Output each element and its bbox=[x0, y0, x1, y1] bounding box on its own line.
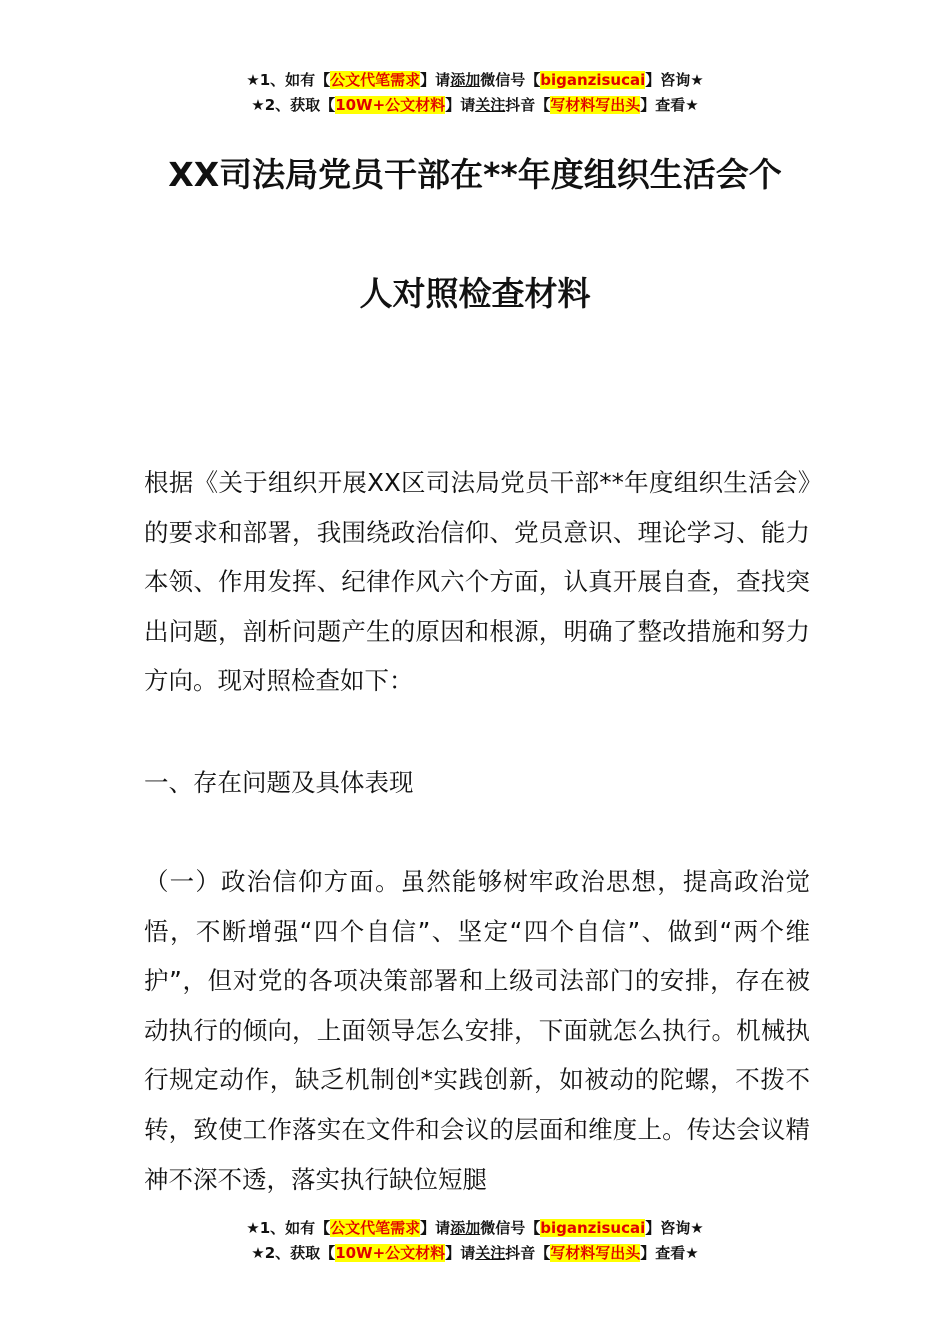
promo-line-1: ★1、如有【公文代笔需求】请添加微信号【biganzisucai】咨询★ bbox=[246, 71, 704, 89]
document-title-line-1: XX司法局党员干部在**年度组织生活会个 bbox=[168, 155, 782, 194]
promo-line-2: ★2、获取【10W+公文材料】请关注抖音【写材料写出头】查看★ bbox=[251, 96, 699, 114]
document-title-line-2: 人对照检查材料 bbox=[359, 274, 591, 313]
promo-banner-top bbox=[0, 68, 950, 118]
underline-add: 添加 bbox=[450, 71, 481, 89]
highlight-service: 公文代笔需求 bbox=[330, 1219, 421, 1237]
promo-line-1: ★1、如有【公文代笔需求】请添加微信号【biganzisucai】咨询★ bbox=[246, 1219, 704, 1237]
promo-banner-bottom bbox=[0, 1216, 950, 1266]
highlight-service: 公文代笔需求 bbox=[330, 71, 421, 89]
highlight-douyin-id: 写材料写出头 bbox=[550, 96, 641, 114]
body-paragraph: （一）政治信仰方面。虽然能够树牢政治思想，提高政治觉悟，不断增强“四个自信”、坚定“四个自信”、做到“两个维护”，但对党的各项决策部署和上级司法部门的安排，存在被动执行的倾向，上面领导怎么安排，下面就怎么执行。机械执行规定动作，缺乏机制创*实践创新，如被动的陀螺，不拨不转，致使工作落实在文件和会议的层面和维度上。传达会议精神不深不透，落实执行缺位短腿 bbox=[144, 867, 810, 1194]
underline-follow: 关注 bbox=[475, 1244, 506, 1262]
promo-line-2: ★2、获取【10W+公文材料】请关注抖音【写材料写出头】查看★ bbox=[251, 1244, 699, 1262]
highlight-wechat-id: biganzisucai bbox=[540, 1219, 646, 1237]
section-heading: 一、存在问题及具体表现 bbox=[144, 768, 414, 797]
highlight-douyin-id: 写材料写出头 bbox=[550, 1244, 641, 1262]
underline-follow: 关注 bbox=[475, 96, 506, 114]
highlight-materials: 10W+公文材料 bbox=[335, 96, 446, 114]
underline-add: 添加 bbox=[450, 1219, 481, 1237]
intro-paragraph: 根据《关于组织开展XX区司法局党员干部**年度组织生活会》的要求和部署，我围绕政治信仰、党员意识、理论学习、能力本领、作用发挥、纪律作风六个方面，认真开展自查，查找突出问题，剖析问题产生的原因和根源，明确了整改措施和努力方向。现对照检查如下： bbox=[144, 468, 810, 696]
highlight-wechat-id: biganzisucai bbox=[540, 71, 646, 89]
highlight-materials: 10W+公文材料 bbox=[335, 1244, 446, 1262]
